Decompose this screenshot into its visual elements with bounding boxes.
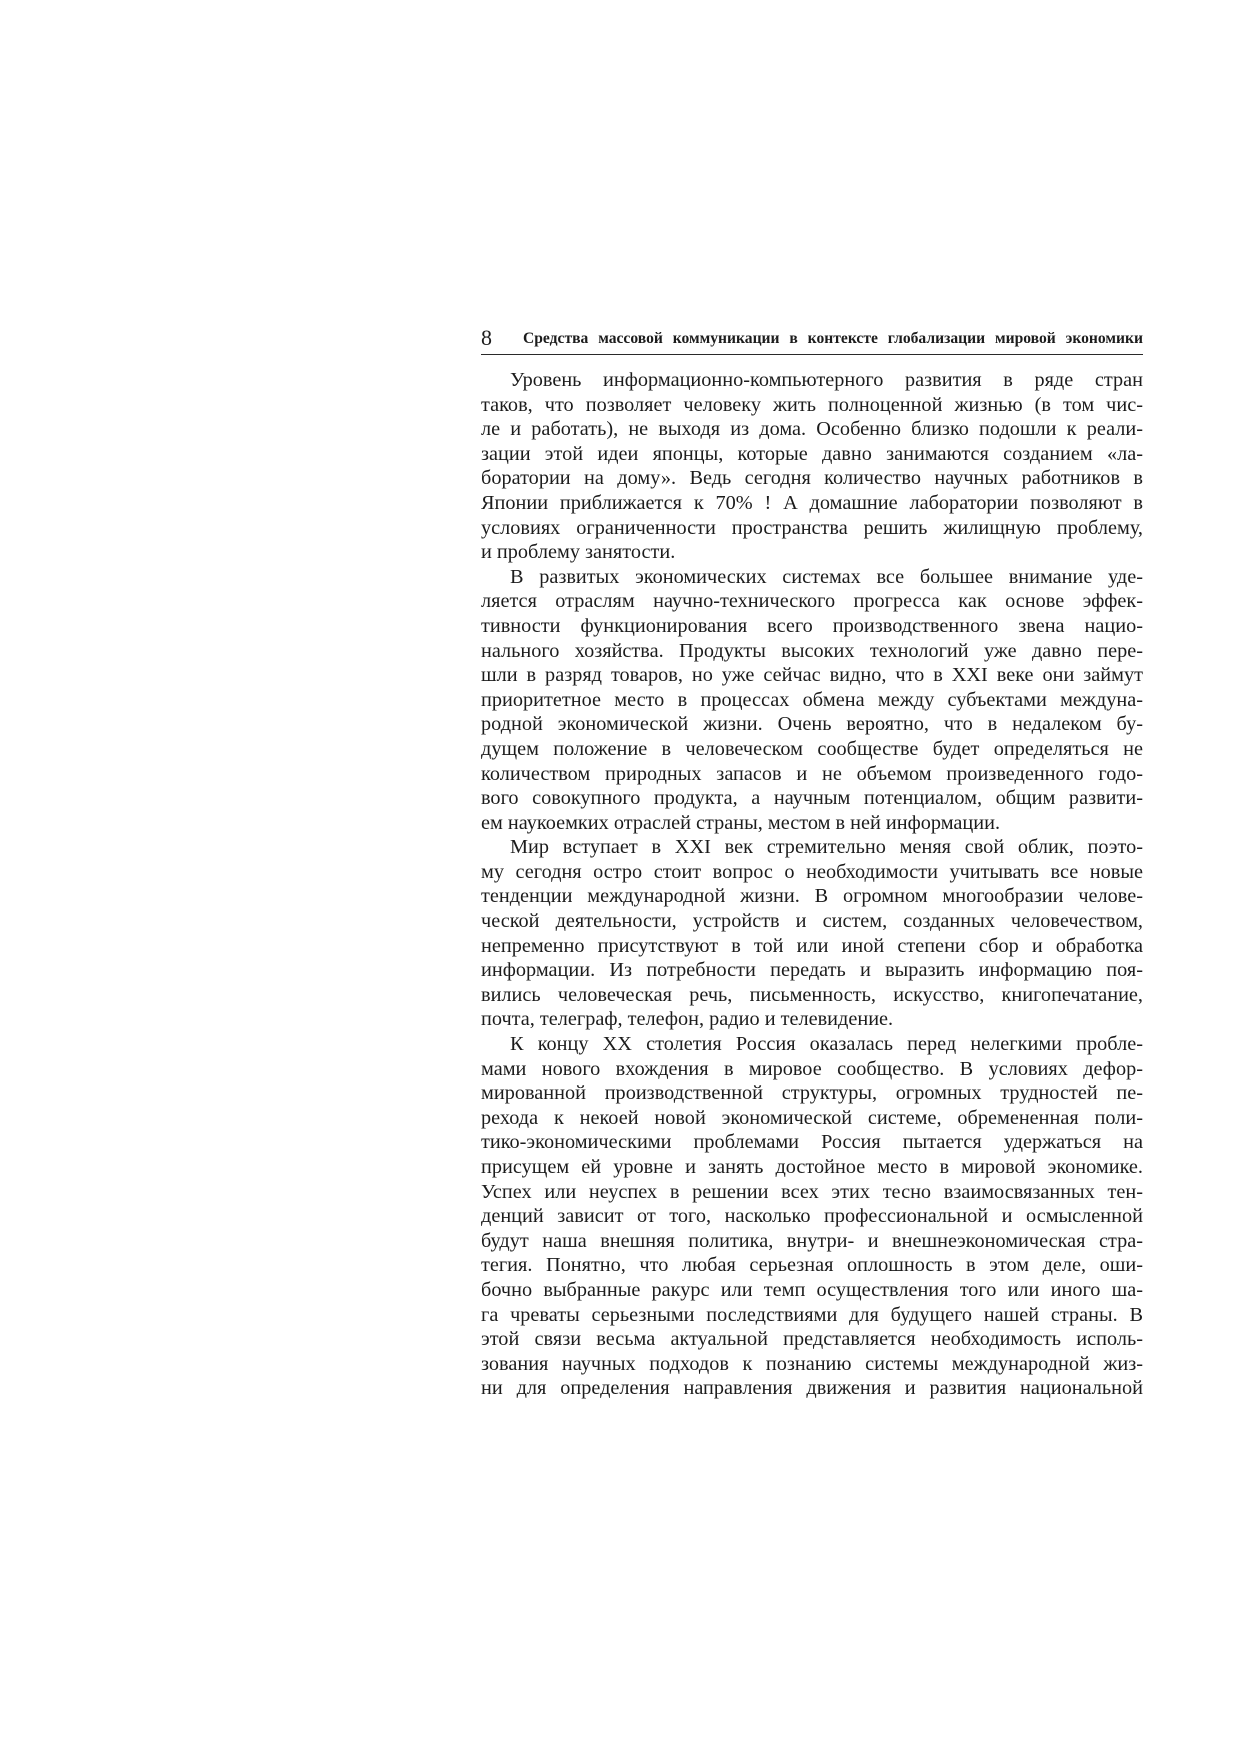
text-line: ческой деятельности, устройств и систем, созданных человечеством, — [481, 910, 1143, 933]
text-line: рехода к некоей новой экономической системе, обремененная поли- — [481, 1106, 1143, 1129]
text-line: условиях ограниченности пространства решить жилищную проблему, — [481, 516, 1143, 539]
text-line: мированной производственной структуры, огромных трудностей пе- — [481, 1082, 1143, 1105]
text-line: нального хозяйства. Продукты высоких технологий уже давно пере- — [481, 639, 1143, 662]
text-line: денций зависит от того, насколько профессиональной и осмысленной — [481, 1205, 1143, 1228]
text-line: зования научных подходов к познанию системы международной жиз- — [481, 1352, 1143, 1375]
text-line: и проблему занятости. — [481, 541, 676, 564]
running-head — [481, 325, 1143, 355]
text-line: му сегодня остро стоит вопрос о необходимости учитывать все новые — [481, 860, 1143, 883]
text-line: дущем положение в человеческом сообществе будет определяться не — [481, 737, 1143, 760]
body-text — [481, 368, 1143, 1401]
text-line: тенденции международной жизни. В огромном многообразии челове- — [481, 885, 1143, 908]
text-line: тивности функционирования всего производственного звена нацио- — [481, 614, 1143, 637]
text-line: информации. Из потребности передать и выразить информацию поя- — [481, 959, 1143, 982]
text-line: почта, телеграф, телефон, радио и телевидение. — [481, 1008, 894, 1031]
text-line: количеством природных запасов и не объемом произведенного годо- — [481, 762, 1143, 785]
running-title: Средства массовой коммуникации в контексте глобализации мировой экономики — [523, 330, 1143, 347]
text-line: вились человеческая речь, письменность, искусство, книгопечатание, — [481, 983, 1143, 1006]
text-line: бочно выбранные ракурс или темп осуществления того или иного ша- — [481, 1278, 1143, 1301]
text-line: будут наша внешняя политика, внутри- и внешнеэкономическая стра- — [481, 1229, 1143, 1252]
text-line: непременно присутствуют в той или иной степени сбор и обработка — [481, 934, 1143, 957]
text-line: тико-экономическими проблемами Россия пытается удержаться на — [481, 1131, 1143, 1154]
text-line: Успех или неуспех в решении всех этих тесно взаимосвязанных тен- — [481, 1180, 1143, 1203]
text-line: родной экономической жизни. Очень вероятно, что в недалеком бу- — [481, 713, 1143, 736]
text-line: К концу XX столетия Россия оказалась перед нелегкими пробле- — [510, 1033, 1143, 1056]
text-line: Японии приближается к 70% ! А домашние лаборатории позволяют в — [481, 491, 1143, 514]
paragraph — [481, 835, 1143, 1032]
text-line: вого совокупного продукта, а научным потенциалом, общим развити- — [481, 787, 1143, 810]
text-line: Мир вступает в XXI век стремительно меняя свой облик, поэто- — [510, 836, 1143, 859]
text-line: В развитых экономических системах все большее внимание уде- — [510, 565, 1143, 588]
text-line: га чреваты серьезными последствиями для будущего нашей страны. В — [481, 1303, 1143, 1326]
text-line: ни для определения направления движения и развития национальной — [481, 1377, 1143, 1400]
text-line: боратории на дому». Ведь сегодня количество научных работников в — [481, 467, 1143, 490]
text-line: ле и работать), не выходя из дома. Особенно близко подошли к реали- — [481, 418, 1143, 441]
text-line: таков, что позволяет человеку жить полноценной жизнью (в том чис- — [481, 393, 1143, 416]
text-line: этой связи весьма актуальной представляется необходимость исполь- — [481, 1328, 1143, 1351]
text-line: шли в разряд товаров, но уже сейчас видно, что в XXI веке они займут — [481, 664, 1143, 687]
paragraph — [481, 1032, 1143, 1401]
text-line: Уровень информационно-компьютерного развития в ряде стран — [510, 369, 1143, 391]
text-line: приоритетное место в процессах обмена между субъектами междуна- — [481, 688, 1143, 711]
text-line: мами нового вхождения в мировое сообщество. В условиях дефор- — [481, 1057, 1143, 1080]
paragraph — [481, 368, 1143, 565]
text-line: ем наукоемких отраслей страны, местом в ней информации. — [481, 811, 1001, 834]
text-line: тегия. Понятно, что любая серьезная оплошность в этом деле, оши- — [481, 1254, 1143, 1277]
paragraph — [481, 565, 1143, 836]
text-line: присущем ей уровне и занять достойное место в мировой экономике. — [481, 1156, 1143, 1178]
text-line: ляется отраслям научно-технического прогресса как основе эффек- — [481, 590, 1143, 613]
page-number: 8 — [481, 325, 492, 350]
text-line: зации этой идеи японцы, которые давно занимаются созданием «ла- — [481, 442, 1143, 465]
